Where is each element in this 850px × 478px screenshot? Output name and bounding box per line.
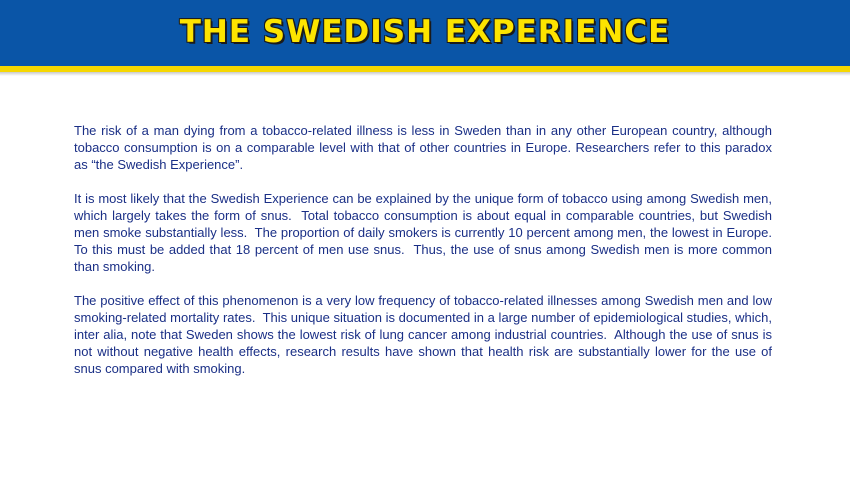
header-shadow xyxy=(0,72,850,76)
paragraph-2: It is most likely that the Swedish Experience can be explained by the unique form of tobacco using among Swedish men, which largely takes the form of snus. Total tobacco consumption is about equal in comparable countries, but Swedish men smoke substantially less. The proportion of daily smokers is currently 10 percent among men, the lowest in Europe. To this must be added that 18 percent of men use snus. Thus, the use of snus among Swedish men is more common than smoking. xyxy=(74,191,783,274)
slide-title: THE SWEDISH EXPERIENCE xyxy=(179,14,671,50)
paragraph-1: The risk of a man dying from a tobacco-related illness is less in Sweden than in any other European country, although tobacco consumption is on a comparable level with that of other countries in Europe. Researchers refer to this paradox as “the Swedish Experience”. xyxy=(74,123,776,172)
paragraph-3: The positive effect of this phenomenon is a very low frequency of tobacco-related illnesses among Swedish men and low smoking-related mortality rates. This unique situation is documented in a large number of epidemiological studies, which, inter alia, note that Sweden shows the lowest risk of lung cancer among industrial countries. Although the use of snus is not without negative health effects, research results have shown that health risk are substantially lower for the use of snus compared with smoking. xyxy=(74,293,776,376)
slide-body xyxy=(74,122,783,394)
